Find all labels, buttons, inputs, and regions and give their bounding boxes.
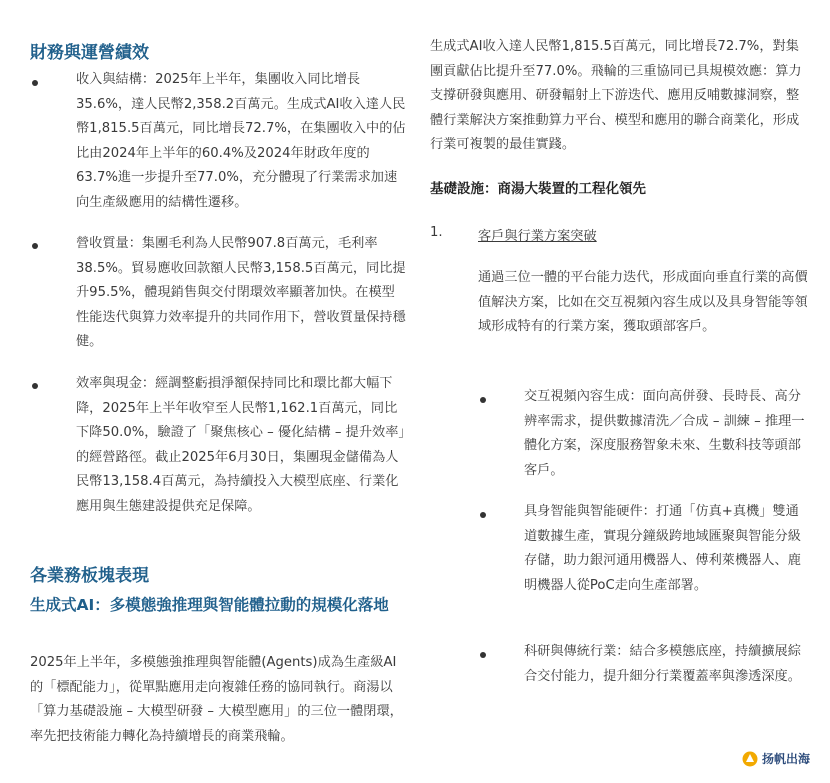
bullet-dot	[32, 383, 38, 389]
bullet-quality: 營收質量：集團毛利為人民幣907.8百萬元，毛利率38.5%。貿易應收回款額人民幣3,158.5百萬元，同比提升95.5%，體現銷售與交付閉環效率顯著加快。在模型性能迭代與算力效率提升的共同作用下，營收質量保持穩健。	[76, 236, 406, 349]
section-title-business: 各業務板塊表現	[30, 566, 149, 586]
section-title-financial: 財務與運營績效	[30, 43, 149, 63]
intro-paragraph: 通過三位一體的平台能力迭代，形成面向垂直行業的高價值解決方案，比如在交互視頻內容生成以及具身智能等領域形成特有的行業方案，獲取頭部客戶。	[478, 270, 808, 334]
continued-paragraph: 生成式AI收入達人民幣1,815.5百萬元，同比增長72.7%，對集團貢獻佔比提升至77.0%。飛輪的三重協同已具規模效應：算力支撐研發與應用、研發輻射上下游迭代、應用反哺數據洞察，整體行業解決方案推動算力平台、模型和應用的聯合商業化，形成行業可複製的最佳實踐。	[430, 39, 802, 152]
genai-paragraph: 2025年上半年，多模態強推理與智能體(Agents)成為生產級AI的「標配能力」，從單點應用走向複雜任務的協同執行。商湯以「算力基礎設施 – 大模型研發 – 大模型應用」的三位一體閉環，率先把技術能力轉化為持續增長的商業飛輪。	[30, 655, 403, 744]
bullet-dot	[32, 243, 38, 249]
brand-logo	[742, 750, 810, 767]
numbered-index: 1.	[430, 225, 443, 240]
sail-icon	[742, 751, 758, 767]
bullet-dot	[480, 512, 486, 518]
bullet-video: 交互視頻內容生成：面向高併發、長時長、高分辨率需求，提供數據清洗／合成 – 訓練 – 推理一體化方案，深度服務智象未來、生數科技等頭部客戶。	[524, 389, 805, 478]
bullet-dot	[32, 80, 38, 86]
logo-text: 扬帆出海	[761, 752, 810, 766]
bullet-research: 科研與傳統行業：結合多模態底座，持續擴展綜合交付能力，提升細分行業覆蓋率與滲透深度。	[524, 644, 801, 684]
bullet-embodied: 具身智能與智能硬件：打通「仿真+真機」雙通道數據生產，實現分鐘級跨地域匯聚與智能分級存儲，助力銀河通用機器人、傅利萊機器人、鹿明機器人從PoC走向生產部署。	[524, 504, 801, 593]
bullet-dot	[480, 397, 486, 403]
infrastructure-heading: 基礎設施：商湯大裝置的工程化領先	[430, 181, 646, 197]
bullet-efficiency: 效率與現金：經調整虧損淨額保持同比和環比都大幅下降，2025年上半年收窄至人民幣1,162.1百萬元，同比下降50.0%，驗證了「聚焦核心 – 優化結構 – 提升效率」的經營路徑。截止2025年6月30日，集團現金儲備為人民幣13,158.4百萬元，為持續投入大模型底座、行業化應用與生態建設提供充足保障。	[76, 376, 405, 514]
bullet-revenue: 收入與結構：2025年上半年，集團收入同比增長35.6%，達人民幣2,358.2百萬元。生成式AI收入達人民幣1,815.5百萬元，同比增長72.7%，在集團收入中的佔比由2024年上半年的60.4%及2024年財政年度的63.7%進一步提升至77.0%，充分體現了行業需求加速向生產級應用的結構性遷移。	[76, 72, 406, 210]
bullet-dot	[480, 652, 486, 658]
subsection-title-genai: 生成式AI：多模態強推理與智能體拉動的規模化落地	[30, 596, 389, 614]
numbered-title: 客戶與行業方案突破	[478, 229, 597, 244]
